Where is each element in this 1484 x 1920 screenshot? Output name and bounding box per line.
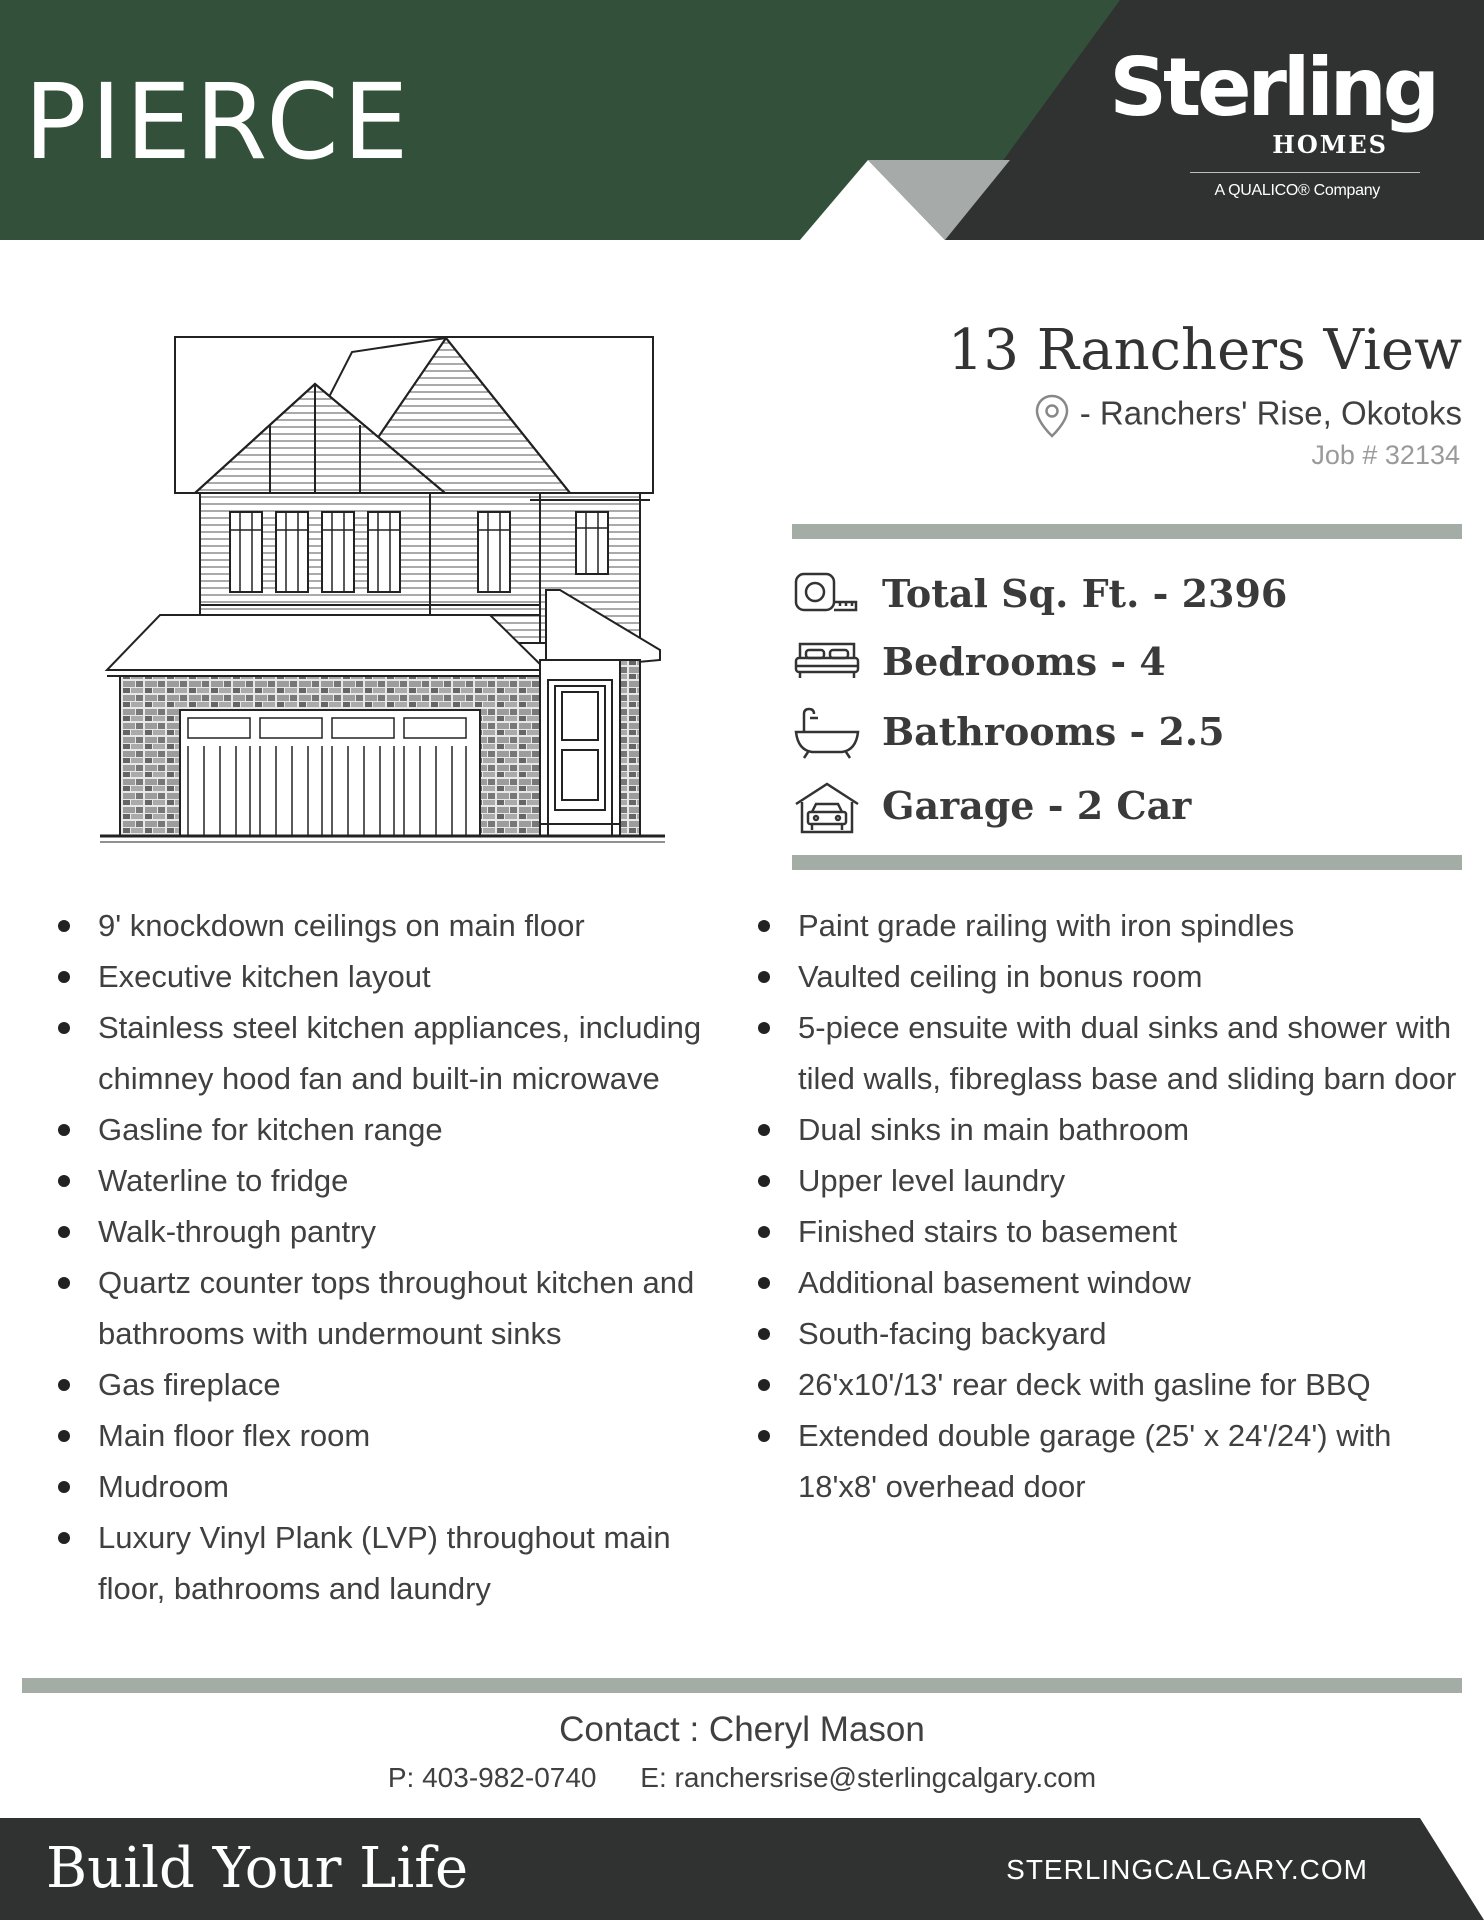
feature-item: Stainless steel kitchen appliances, including chimney hood fan and built-in microwave bbox=[58, 1002, 708, 1104]
spec-square-footage bbox=[792, 564, 1452, 624]
feature-item: Gasline for kitchen range bbox=[58, 1104, 708, 1155]
bed-icon bbox=[792, 636, 862, 686]
contact-email[interactable]: E: ranchersrise@sterlingcalgary.com bbox=[640, 1762, 1097, 1793]
feature-item: Finished stairs to basement bbox=[758, 1206, 1458, 1257]
feature-item: Main floor flex room bbox=[58, 1410, 708, 1461]
feature-item: South-facing backyard bbox=[758, 1308, 1458, 1359]
feature-item: Walk-through pantry bbox=[58, 1206, 708, 1257]
feature-item: Vaulted ceiling in bonus room bbox=[758, 951, 1458, 1002]
feature-item: Luxury Vinyl Plank (LVP) throughout main floor, bathrooms and laundry bbox=[58, 1512, 708, 1614]
model-name: PIERCE bbox=[24, 61, 413, 183]
feature-item: 9' knockdown ceilings on main floor bbox=[58, 900, 708, 951]
logo-subtitle: HOMES bbox=[1272, 130, 1388, 159]
logo-company: A QUALICO® Company bbox=[1214, 182, 1380, 199]
website-link[interactable]: STERLINGCALGARY.COM bbox=[1006, 1854, 1368, 1885]
tagline: Build Your Life bbox=[46, 1836, 469, 1901]
house-elevation-drawing bbox=[100, 330, 670, 850]
logo-divider bbox=[1190, 172, 1420, 173]
feature-item: 5-piece ensuite with dual sinks and shower with tiled walls, fibreglass base and sliding barn door bbox=[758, 1002, 1458, 1104]
divider-specs bbox=[792, 855, 1462, 870]
feature-item: Gas fireplace bbox=[58, 1359, 708, 1410]
map-pin-icon bbox=[1034, 394, 1070, 438]
spec-bathrooms-text: Bathrooms - 2.5 bbox=[882, 709, 1225, 754]
spec-square-footage-text: Total Sq. Ft. - 2396 bbox=[882, 571, 1288, 616]
location-text: - Ranchers' Rise, Okotoks bbox=[1079, 394, 1462, 432]
divider-top bbox=[792, 524, 1462, 539]
property-location bbox=[1034, 394, 1462, 438]
logo-wordmark: Sterling bbox=[1109, 41, 1436, 134]
spec-garage bbox=[792, 776, 1452, 836]
spec-bathrooms bbox=[792, 702, 1452, 762]
footer-banner bbox=[0, 1818, 1484, 1920]
features-list-right bbox=[758, 900, 1458, 1512]
tape-measure-icon bbox=[792, 568, 862, 618]
bathtub-icon bbox=[792, 706, 862, 760]
feature-item: Dual sinks in main bathroom bbox=[758, 1104, 1458, 1155]
feature-item: Paint grade railing with iron spindles bbox=[758, 900, 1458, 951]
header-banner bbox=[0, 0, 1484, 240]
contact-name: Contact : Cheryl Mason bbox=[559, 1710, 925, 1749]
sterling-homes-logo[interactable] bbox=[1100, 41, 1460, 208]
job-number: Job # 32134 bbox=[1311, 440, 1460, 470]
feature-item: 26'x10'/13' rear deck with gasline for BBQ bbox=[758, 1359, 1458, 1410]
divider-bottom bbox=[22, 1678, 1462, 1693]
feature-item: Extended double garage (25' x 24'/24') with 18'x8' overhead door bbox=[758, 1410, 1458, 1512]
contact-phone[interactable]: P: 403-982-0740 bbox=[387, 1762, 597, 1793]
feature-item: Waterline to fridge bbox=[58, 1155, 708, 1206]
property-address: 13 Ranchers View bbox=[947, 318, 1462, 383]
garage-car-icon bbox=[792, 780, 862, 836]
spec-garage-text: Garage - 2 Car bbox=[882, 783, 1192, 828]
feature-item: Executive kitchen layout bbox=[58, 951, 708, 1002]
feature-item: Additional basement window bbox=[758, 1257, 1458, 1308]
feature-item: Quartz counter tops throughout kitchen and bathrooms with undermount sinks bbox=[58, 1257, 708, 1359]
contact-details bbox=[0, 1762, 1484, 1794]
features-list-left bbox=[58, 900, 708, 1614]
spec-bedrooms-text: Bedrooms - 4 bbox=[882, 639, 1166, 684]
spec-bedrooms bbox=[792, 632, 1452, 692]
feature-item: Upper level laundry bbox=[758, 1155, 1458, 1206]
feature-item: Mudroom bbox=[58, 1461, 708, 1512]
